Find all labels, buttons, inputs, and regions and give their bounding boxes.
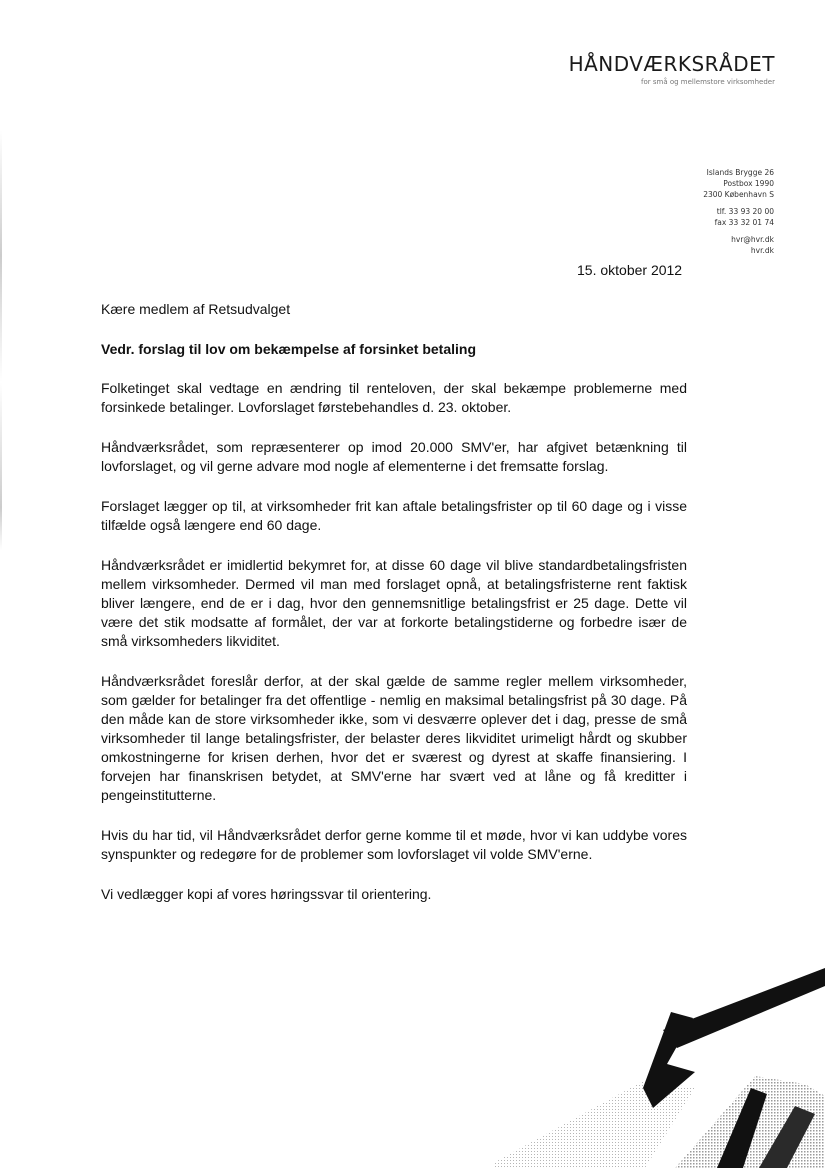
- body-paragraph: Håndværksrådet, som repræsenterer op imod 20.000 SMV'er, har afgivet betænkning til lovforslaget, og vil gerne advare mod nogle af elementerne i det fremsatte forslag.: [101, 439, 687, 474]
- organization-tagline: for små og mellemstore virksomheder: [641, 78, 775, 86]
- letter-date: 15. oktober 2012: [577, 262, 683, 278]
- letter-body: [101, 300, 687, 925]
- scan-edge-mark: [0, 130, 2, 550]
- body-paragraph: Hvis du har tid, vil Håndværksrådet derfor gerne komme til et møde, hvor vi kan uddybe vores synspunkter og redegøre for de problemer som lovforslaget vil volde SMV'erne.: [101, 827, 687, 862]
- body-paragraph: Håndværksrådet er imidlertid bekymret for, at disse 60 dage vil blive standardbetalingsfristen mellem virksomheder. Dermed vil man med forslaget opnå, at betalingsfristerne rent faktisk bliver længere, end de er i dag, hvor den gennemsnitlige betalingsfrist er 25 dage. Dette vil være det stik modsatte af formålet, der var at forkorte betalingstiderne og forbedre især de små virksomheders likviditet.: [101, 557, 687, 649]
- decorative-graphic: [495, 968, 825, 1168]
- organization-name: HÅNDVÆRKSRÅDET: [568, 52, 775, 76]
- address-fax: fax 33 32 01 74: [714, 218, 774, 227]
- sender-address-block: [703, 167, 774, 256]
- salutation: Kære medlem af Retsudvalget: [101, 301, 291, 317]
- letterhead-logo: [569, 53, 775, 87]
- body-paragraph: Vi vedlægger kopi af vores høringssvar til orientering.: [101, 886, 432, 902]
- address-city: 2300 København S: [703, 190, 774, 199]
- decoration-stripe-top: [663, 968, 825, 1048]
- address-postbox: Postbox 1990: [723, 179, 774, 188]
- address-web: hvr.dk: [750, 246, 774, 255]
- address-email: hvr@hvr.dk: [731, 235, 774, 244]
- subject-line: Vedr. forslag til lov om bekæmpelse af forsinket betaling: [101, 341, 476, 357]
- address-phone: tlf. 33 93 20 00: [716, 207, 774, 216]
- body-paragraph: Folketinget skal vedtage en ændring til renteloven, der skal bekæmpe problemerne med forsinkede betalinger. Lovforslaget førstebehandles d. 23. oktober.: [101, 380, 687, 415]
- address-street: Islands Brygge 26: [706, 168, 774, 177]
- body-paragraph: Forslaget lægger op til, at virksomheder frit kan aftale betalingsfrister op til 60 dage og i visse tilfælde også længere end 60 dage.: [101, 498, 687, 533]
- body-paragraph: Håndværksrådet foreslår derfor, at der skal gælde de samme regler mellem virksomheder, som gælder for betalinger fra det offentlige - nemlig en maksimal betalingsfrist på 30 dage. På den måde kan de store virksomheder ikke, som vi desværre oplever det i dag, presse de små virksomheder til lange betalingsfrister, der belaster deres likviditet urimeligt hårdt og skubber omkostningerne for krisen derhen, hvor det er sværest og dyrest at skaffe finansiering. I forvejen har finanskrisen betydet, at SMV'erne har svært ved at låne og få kreditter i pengeinstitutterne.: [101, 673, 687, 803]
